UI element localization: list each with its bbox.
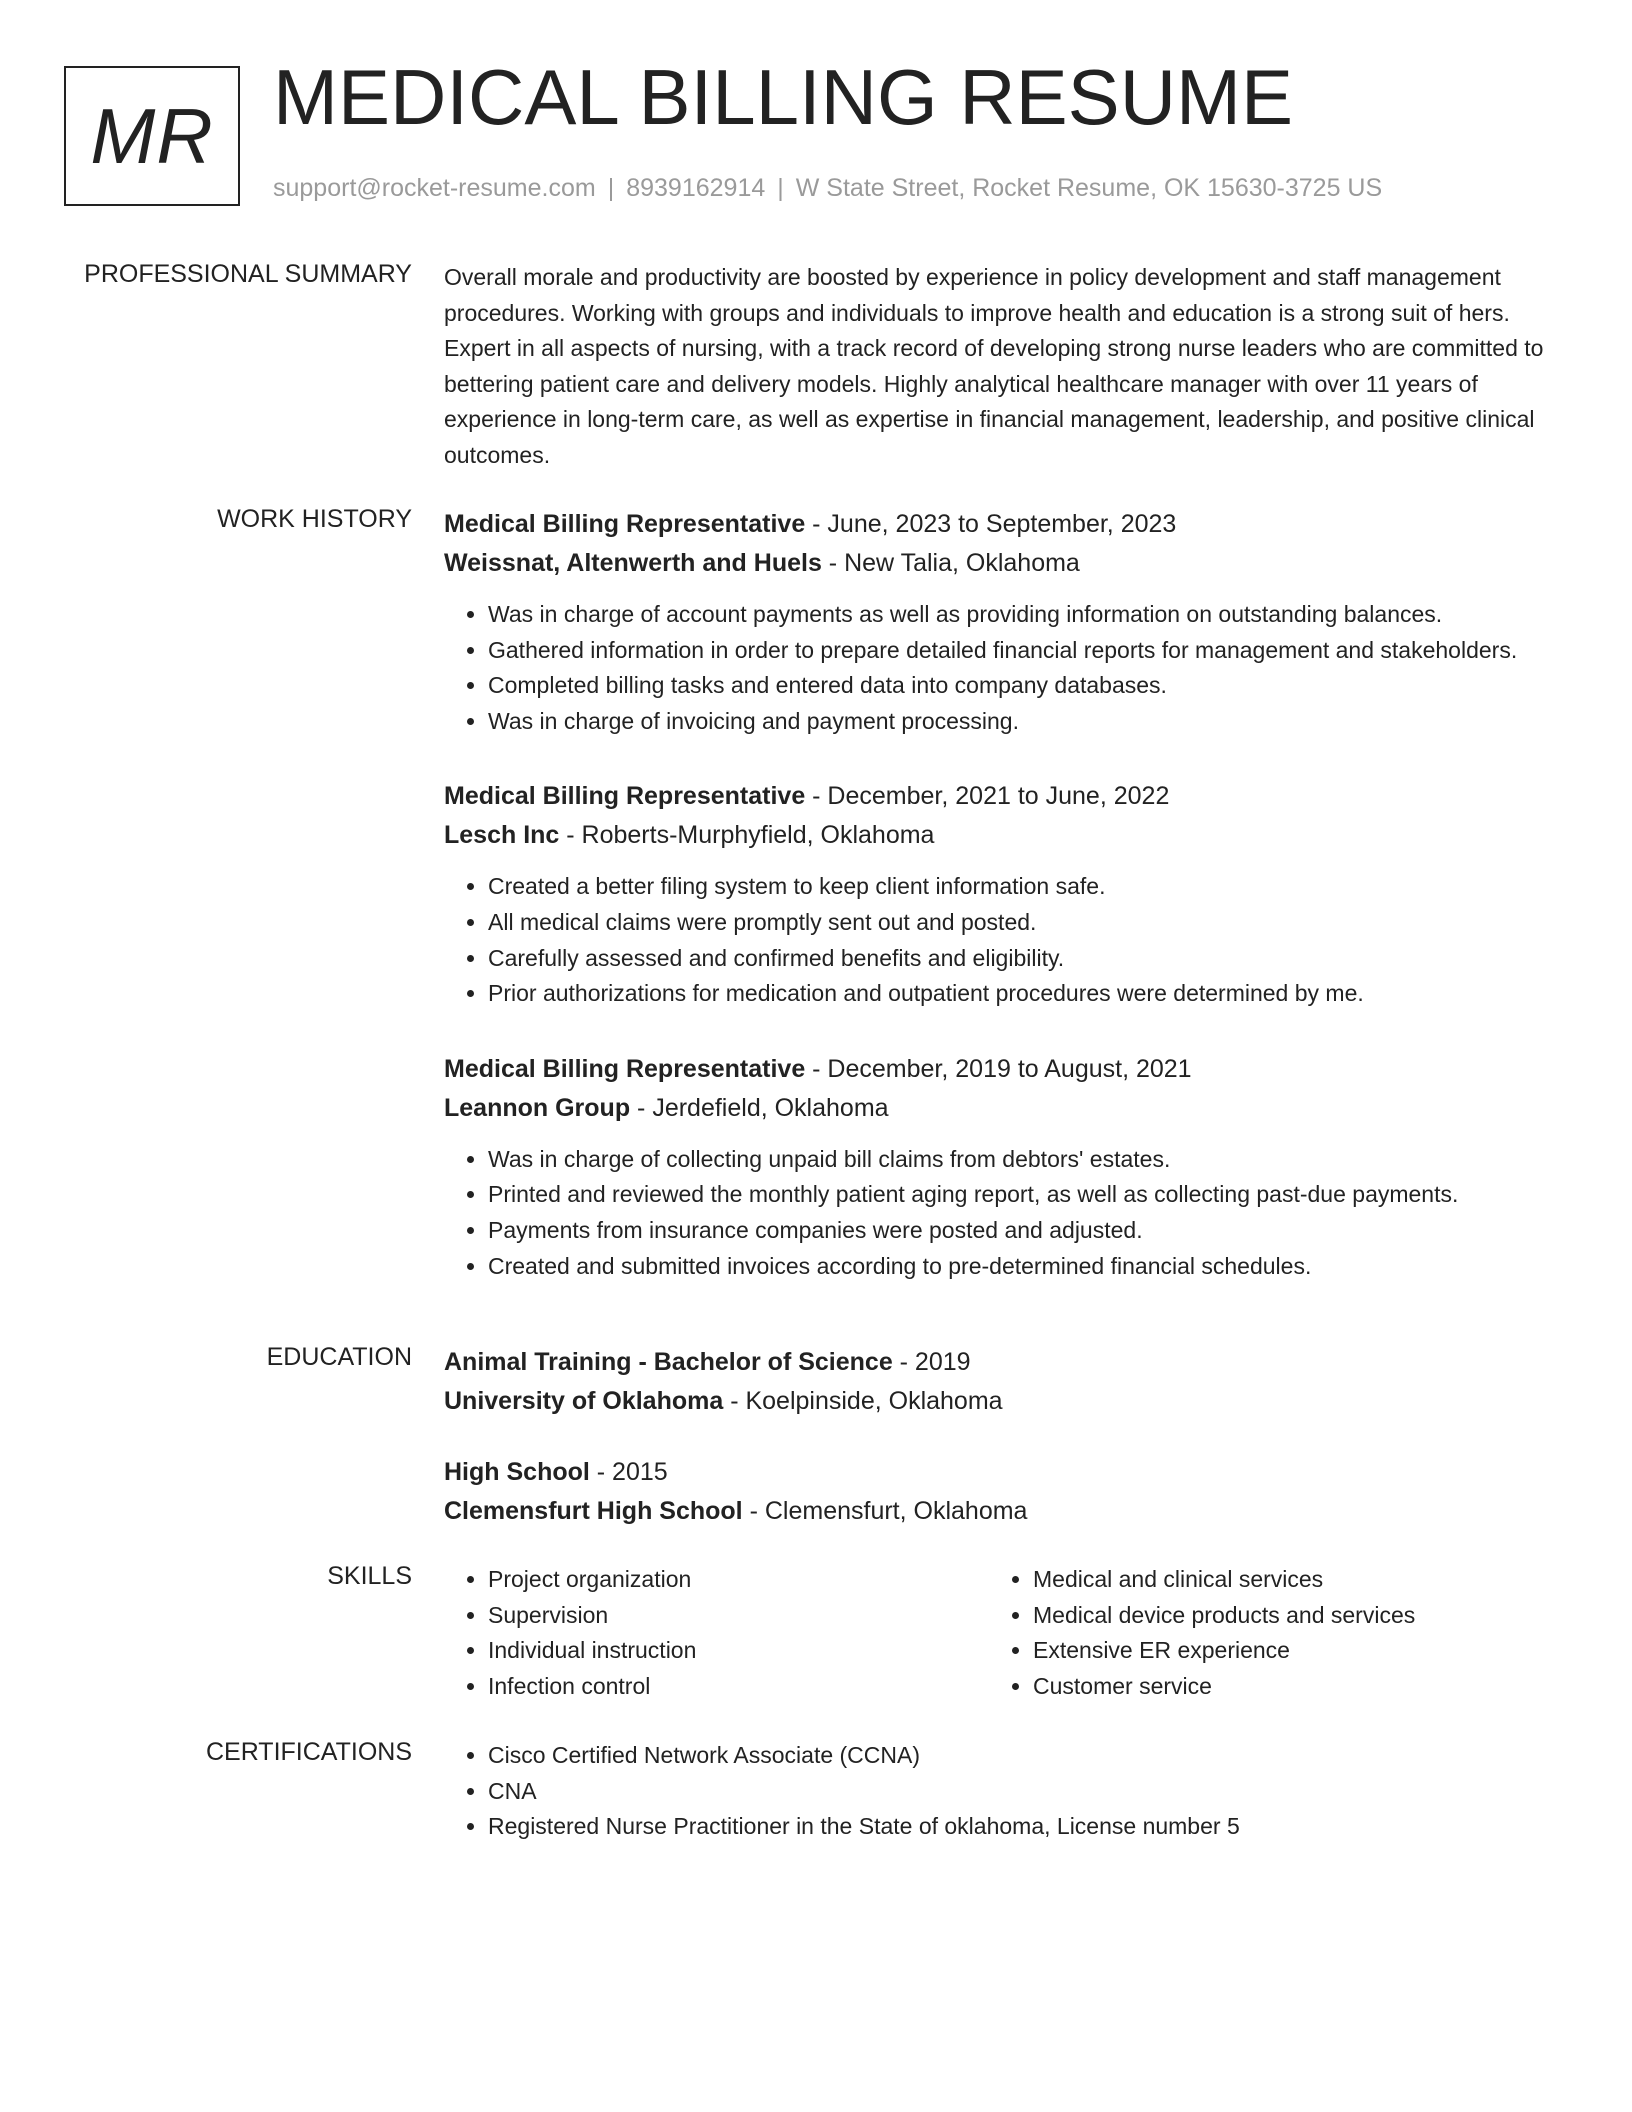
skills-columns <box>444 1562 1554 1704</box>
education-degree: Animal Training - Bachelor of Science <box>444 1348 893 1376</box>
job-title: Medical Billing Representative <box>444 1054 806 1083</box>
job-location: - Roberts-Murphyfield, Oklahoma <box>559 821 935 850</box>
skill-item: • Medical device products and services <box>1033 1598 1534 1634</box>
certification-item: • Cisco Certified Network Associate (CCNA) <box>488 1738 1554 1774</box>
education-degree-line <box>444 1343 1554 1382</box>
skills-column-left <box>444 1562 989 1704</box>
job-title-line <box>444 1050 1554 1089</box>
contact-email[interactable]: support@rocket-resume.com <box>273 174 596 202</box>
job-entry <box>444 505 1554 739</box>
job-bullet: • Was in charge of invoicing and payment processing. <box>488 704 1554 740</box>
job-bullet: • Printed and reviewed the monthly patient aging report, as well as collecting past-due payments. <box>488 1177 1554 1213</box>
job-bullet: • Carefully assessed and confirmed benefits and eligibility. <box>488 941 1554 977</box>
skill-item: • Customer service <box>1033 1669 1534 1705</box>
contact-address: W State Street, Rocket Resume, OK 15630-3725 US <box>795 174 1383 202</box>
monogram-box <box>64 66 240 206</box>
education-school: Clemensfurt High School <box>444 1497 743 1525</box>
job-entry <box>444 777 1554 1011</box>
job-entry <box>444 1050 1554 1284</box>
education-location: - Clemensfurt, Oklahoma <box>742 1497 1028 1525</box>
education-school: University of Oklahoma <box>444 1387 724 1415</box>
skills-list <box>444 1562 989 1704</box>
job-bullet: • Prior authorizations for medication and outpatient procedures were determined by me. <box>488 976 1554 1012</box>
skills-list <box>989 1562 1534 1704</box>
contact-separator: | <box>777 174 784 202</box>
job-company-line <box>444 816 1554 855</box>
section-label-education: EDUCATION <box>266 1343 412 1371</box>
job-company: Leannon Group <box>444 1093 631 1122</box>
job-bullet: • Completed billing tasks and entered data into company databases. <box>488 668 1554 704</box>
resume-title: MEDICAL BILLING RESUME <box>273 53 1294 141</box>
job-bullet: • Payments from insurance companies were posted and adjusted. <box>488 1213 1554 1249</box>
skills-column-right <box>989 1562 1534 1704</box>
section-label-skills: SKILLS <box>327 1562 412 1590</box>
job-dates: - December, 2019 to August, 2021 <box>805 1054 1192 1083</box>
summary-text: Overall morale and productivity are boosted by experience in policy development and staff management procedures. Working with groups and individuals to improve health and education is a strong suit of hers. Expert in all aspects of nursing, with a track record of developing strong nurse leaders who are committed to bettering patient care and delivery models. Highly analytical healthcare manager with over 11 years of experience in long-term care, as well as expertise in financial management, leadership, and positive clinical outcomes. <box>444 264 1544 468</box>
skill-item: • Infection control <box>488 1669 989 1705</box>
job-bullets <box>444 597 1554 739</box>
job-bullets <box>444 1142 1554 1284</box>
education-location: - Koelpinside, Oklahoma <box>723 1387 1003 1415</box>
section-label-work: WORK HISTORY <box>217 505 412 533</box>
skill-item: • Extensive ER experience <box>1033 1633 1534 1669</box>
section-label-certifications: CERTIFICATIONS <box>205 1738 412 1766</box>
certification-item: • CNA <box>488 1774 1554 1810</box>
job-title-line <box>444 777 1554 816</box>
contact-line <box>273 174 1382 203</box>
skill-item: • Individual instruction <box>488 1633 989 1669</box>
monogram-initials: MR <box>90 91 214 180</box>
skill-item: • Project organization <box>488 1562 989 1598</box>
job-bullet: • Gathered information in order to prepare detailed financial reports for management and stakeholders. <box>488 633 1554 669</box>
job-bullets <box>444 869 1554 1011</box>
skills-body <box>444 1562 1554 1704</box>
section-label-summary: PROFESSIONAL SUMMARY <box>84 260 412 288</box>
education-entry <box>444 1343 1554 1421</box>
job-bullet: • Created and submitted invoices according to pre-determined financial schedules. <box>488 1249 1554 1285</box>
education-body <box>444 1343 1554 1563</box>
job-company-line <box>444 544 1554 583</box>
job-bullet: • All medical claims were promptly sent out and posted. <box>488 905 1554 941</box>
job-company-line <box>444 1089 1554 1128</box>
job-dates: - June, 2023 to September, 2023 <box>805 510 1177 538</box>
job-title: Medical Billing Representative <box>444 510 806 538</box>
education-degree-line <box>444 1453 1554 1492</box>
job-location: - Jerdefield, Oklahoma <box>630 1093 889 1122</box>
work-body <box>444 505 1554 1322</box>
education-school-line <box>444 1492 1554 1531</box>
education-entry <box>444 1453 1554 1531</box>
job-bullet: • Created a better filing system to keep client information safe. <box>488 869 1554 905</box>
job-company: Weissnat, Altenwerth and Huels <box>444 549 822 577</box>
job-company: Lesch Inc <box>444 821 560 850</box>
job-bullet: • Was in charge of account payments as well as providing information on outstanding balances. <box>488 597 1554 633</box>
job-location: - New Talia, Oklahoma <box>821 549 1080 577</box>
job-dates: - December, 2021 to June, 2022 <box>805 782 1170 811</box>
certifications-body <box>444 1738 1554 1845</box>
job-title-line <box>444 505 1554 544</box>
certification-item: • Registered Nurse Practitioner in the State of oklahoma, License number 5 <box>488 1809 1554 1845</box>
education-school-line <box>444 1382 1554 1421</box>
summary-body <box>444 260 1554 474</box>
job-bullet: • Was in charge of collecting unpaid bill claims from debtors' estates. <box>488 1142 1554 1178</box>
education-year: - 2019 <box>892 1348 971 1376</box>
job-title: Medical Billing Representative <box>444 782 806 811</box>
contact-separator: | <box>607 174 615 202</box>
education-year: - 2015 <box>589 1458 668 1486</box>
contact-phone[interactable]: 8939162914 <box>626 174 766 202</box>
certifications-list <box>444 1738 1554 1845</box>
skill-item: • Medical and clinical services <box>1033 1562 1534 1598</box>
skill-item: • Supervision <box>488 1598 989 1634</box>
education-degree: High School <box>444 1458 590 1486</box>
